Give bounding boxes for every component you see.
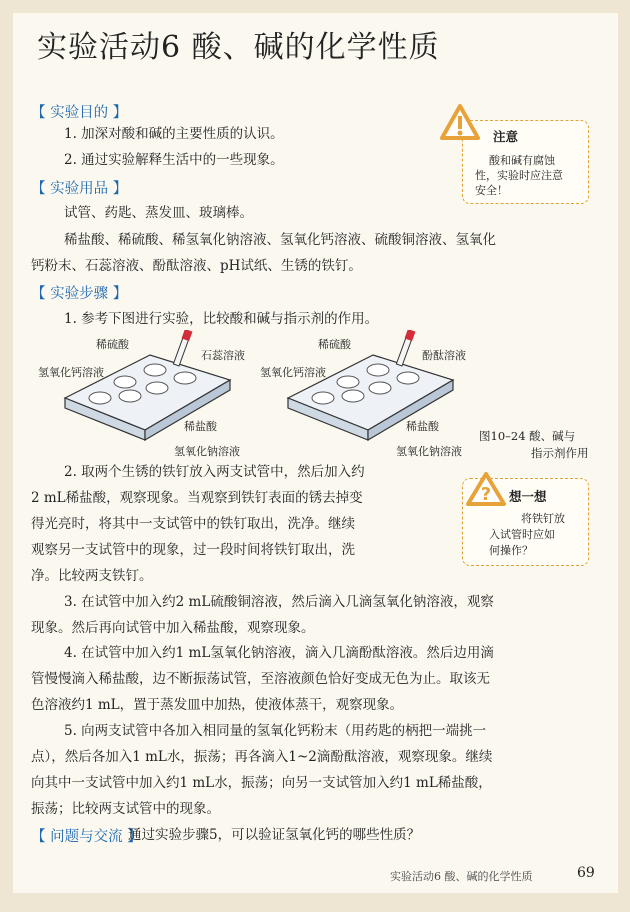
page-footer	[0, 862, 630, 892]
purpose-item-2: 2. 通过实验解释生活中的一些现象。	[64, 152, 284, 168]
right-label-right: 稀盐酸	[406, 420, 439, 433]
think-note-line-3: 何操作？	[489, 544, 533, 557]
step-5-line-4: 振荡；比较两支试管中的现象。	[31, 801, 220, 817]
left-label-bottom: 氢氧化钠溶液	[174, 445, 240, 458]
section-steps: 【 实验步骤 】	[31, 286, 128, 302]
figure-caption-line-1: 图10–24 酸、碱与	[479, 429, 576, 443]
section-purpose: 【 实验目的 】	[31, 105, 128, 121]
supplies-line-3: 钙粉末、石蕊溶液、酚酞溶液、pH试纸、生锈的铁钉。	[31, 258, 362, 274]
page-number: 69	[577, 865, 595, 881]
think-note-head: 想一想	[509, 489, 547, 504]
left-label-indicator: 石蕊溶液	[201, 349, 245, 362]
supplies-line-2: 稀盐酸、稀硫酸、稀氢氧化钠溶液、氢氧化钙溶液、硫酸铜溶液、氢氧化	[64, 232, 496, 248]
section-supplies: 【 实验用品 】	[31, 181, 128, 197]
left-label-right: 稀盐酸	[184, 420, 217, 433]
svg-text:?: ?	[480, 484, 492, 505]
step-5-line-1: 5. 向两支试管中各加入相同量的氢氧化钙粉末（用药匙的柄把一端挑一	[64, 723, 487, 739]
section-discussion: 【 问题与交流 】	[31, 829, 142, 845]
figure-caption-line-2: 指示剂作用	[531, 446, 589, 460]
caution-note-head: 注意	[493, 129, 519, 144]
caution-note	[462, 120, 589, 204]
caution-note-line-2: 性，实验时应注意	[475, 169, 563, 182]
step-2-line-3: 得光亮时，将其中一支试管中的铁钉取出，洗净。继续	[31, 516, 355, 532]
think-note-line-2: 入试管时应如	[489, 528, 555, 541]
footer-text: 实验活动6 酸、碱的化学性质	[390, 870, 533, 883]
step-3-line-2: 现象。然后再向试管中加入稀盐酸，观察现象。	[31, 620, 315, 636]
step-5-line-2: 点），然后各加入1 mL水，振荡；再各滴入1~2滴酚酞溶液，观察现象。继续	[31, 749, 493, 765]
right-label-top: 稀硫酸	[318, 338, 351, 351]
right-label-bottom: 氢氧化钠溶液	[396, 445, 462, 458]
step-3-line-1: 3. 在试管中加入约2 mL硫酸铜溶液，然后滴入几滴氢氧化钠溶液，观察	[64, 594, 494, 610]
step-4-line-1: 4. 在试管中加入约1 mL氢氧化钠溶液，滴入几滴酚酞溶液。然后边用滴	[64, 645, 494, 661]
step-2-line-2: 2 mL稀盐酸，观察现象。当观察到铁钉表面的锈去掉变	[31, 490, 363, 506]
step-2-line-1: 2. 取两个生锈的铁钉放入两支试管中，然后加入约	[64, 464, 365, 480]
page-title: 实验活动6 酸、碱的化学性质	[37, 30, 440, 65]
caution-note-line-1: 酸和碱有腐蚀	[489, 154, 555, 167]
purpose-item-1: 1. 加深对酸和碱的主要性质的认识。	[64, 126, 284, 142]
think-note-line-1: 将铁钉放	[521, 512, 565, 525]
step-4-line-2: 管慢慢滴入稀盐酸，边不断振荡试管，至溶液颜色恰好变成无色为止。取该无	[31, 671, 490, 687]
warning-icon	[440, 104, 480, 140]
left-label-top: 稀硫酸	[96, 338, 129, 351]
right-label-indicator: 酚酞溶液	[422, 349, 466, 362]
left-label-left: 氢氧化钙溶液	[38, 366, 104, 379]
step-2-line-5: 净。比较两支铁钉。	[31, 568, 153, 584]
step-1: 1. 参考下图进行实验，比较酸和碱与指示剂的作用。	[64, 311, 379, 327]
supplies-line-1: 试管、药匙、蒸发皿、玻璃棒。	[64, 205, 253, 221]
step-2-line-4: 观察另一支试管中的现象，过一段时间将铁钉取出，洗	[31, 542, 355, 558]
step-5-line-3: 向其中一支试管中加入约1 mL水，振荡；向另一支试管加入约1 mL稀盐酸，	[31, 775, 492, 791]
caution-note-line-3: 安全！	[475, 184, 508, 197]
right-label-left: 氢氧化钙溶液	[260, 366, 326, 379]
question-icon	[466, 472, 506, 506]
discussion-text: 通过实验步骤5，可以验证氢氧化钙的哪些性质？	[128, 827, 421, 843]
step-4-line-3: 色溶液约1 mL，置于蒸发皿中加热，使液体蒸干，观察现象。	[31, 697, 404, 713]
